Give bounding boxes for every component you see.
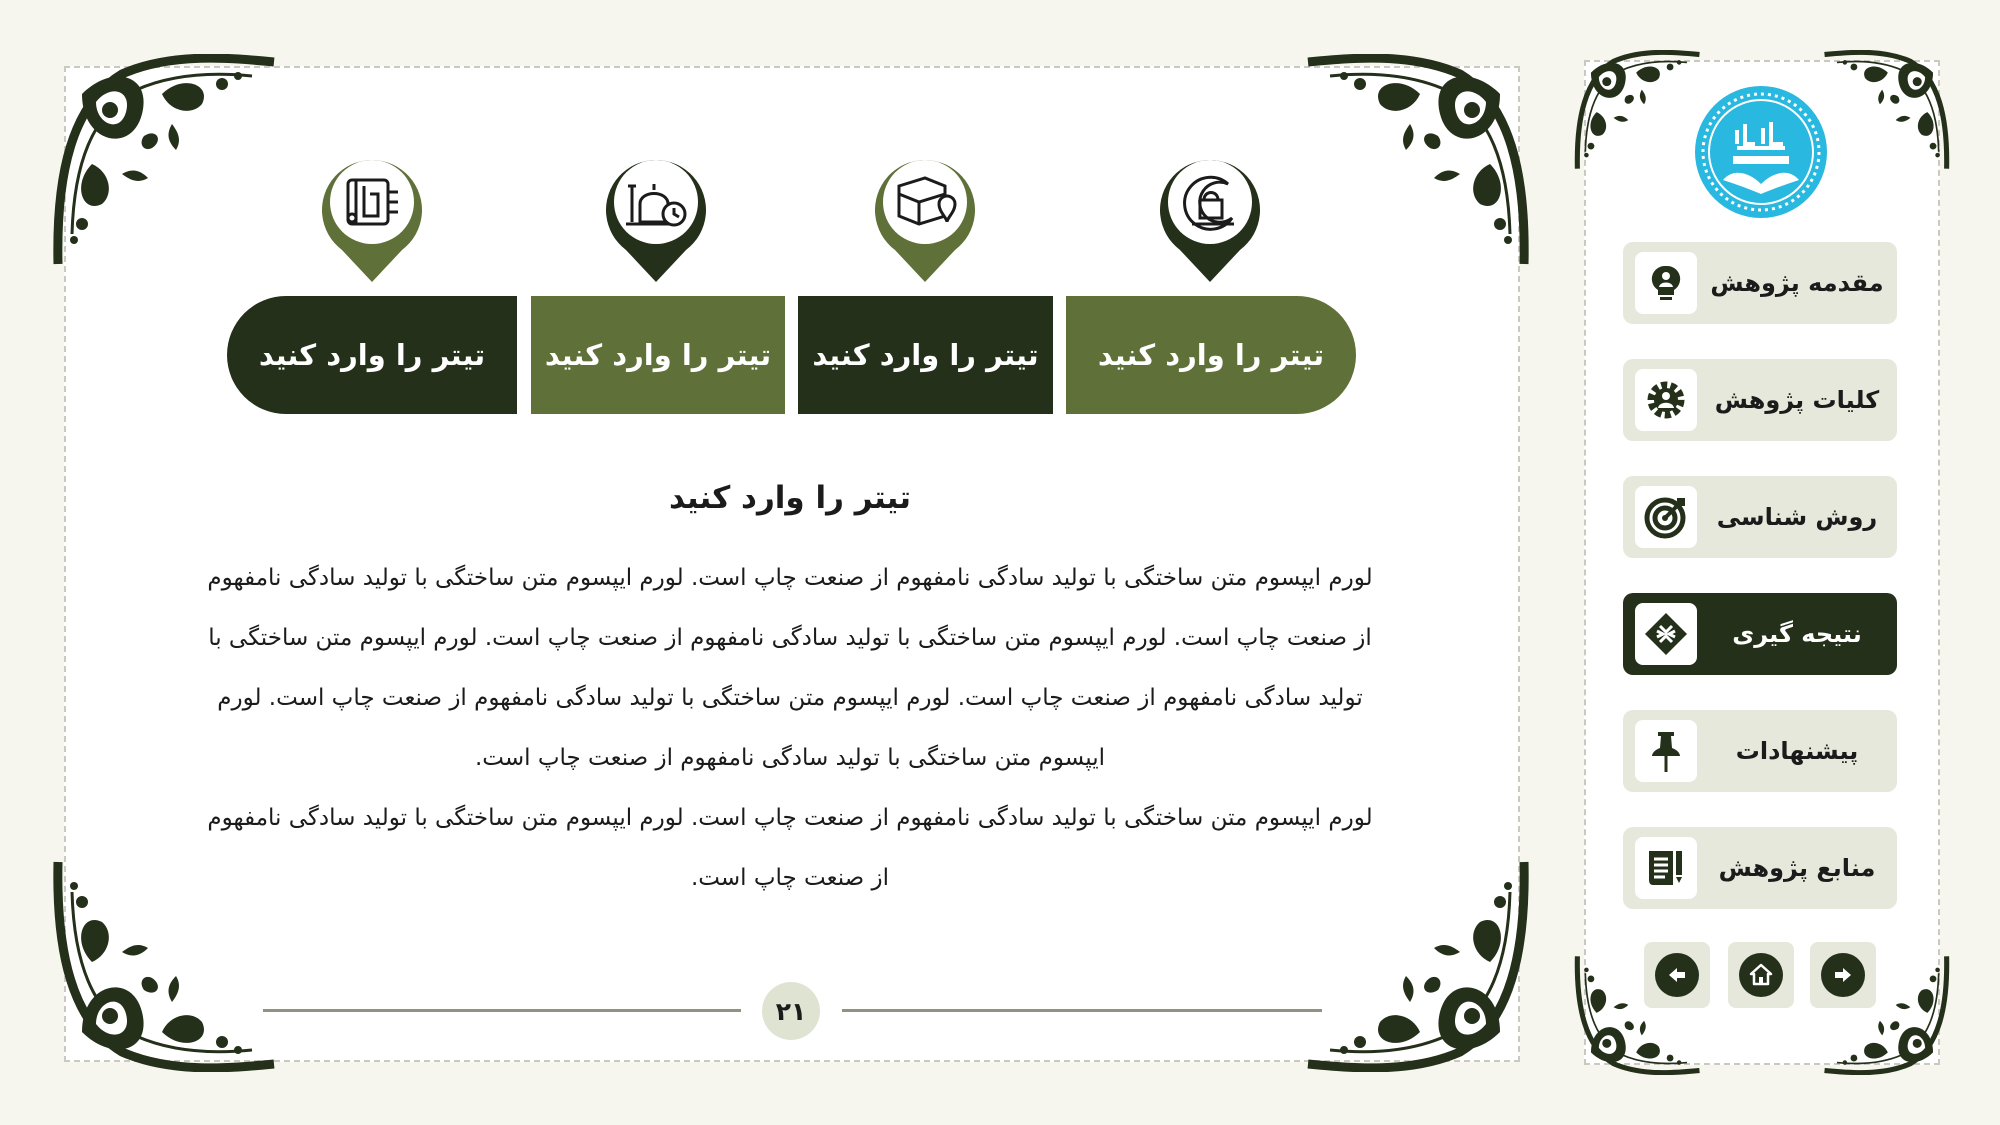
body-paragraph-1: لورم ایپسوم متن ساختگی با تولید سادگی نامفهوم از صنعت چاپ است. لورم ایپسوم متن ساختگی با تولید سادگی نامفهوم از صنعت چاپ است. لورم ایپسوم متن ساختگی با تولید سادگی نامفهوم از صنعت چاپ است. لورم ایپسوم متن ساختگی با تولید سادگی نامفهوم از صنعت چاپ است. لورم ایپسوم متن ساختگی با تولید سادگی نامفهوم از صنعت چاپ است. لورم ایپسوم متن ساختگی با تولید سادگی نامفهوم از صنعت چاپ است. <box>207 565 1373 771</box>
university-logo <box>1693 84 1829 220</box>
segment-title-2[interactable] <box>798 296 1053 414</box>
puzzle-diamond-icon <box>1635 603 1697 665</box>
next-button[interactable] <box>1810 942 1876 1008</box>
sidebar-item-methodology[interactable] <box>1623 476 1897 558</box>
sidebar-item-introduction-label: مقدمه پژوهش <box>1710 269 1884 297</box>
sidebar-item-conclusion-label: نتیجه گیری <box>1732 620 1862 648</box>
gear-user-icon <box>1635 369 1697 431</box>
sidebar-item-references[interactable] <box>1623 827 1897 909</box>
home-button[interactable] <box>1728 942 1794 1008</box>
body-text <box>198 548 1382 908</box>
previous-button[interactable] <box>1644 942 1710 1008</box>
segment-title-4[interactable] <box>227 296 517 414</box>
footer-rule-left <box>263 1009 741 1012</box>
sidebar-item-overview[interactable] <box>1623 359 1897 441</box>
home-icon <box>1739 953 1783 997</box>
body-paragraph-2: لورم ایپسوم متن ساختگی با تولید سادگی نامفهوم از صنعت چاپ است. لورم ایپسوم متن ساختگی با تولید سادگی نامفهوم از صنعت چاپ است. <box>207 805 1373 891</box>
target-icon <box>1635 486 1697 548</box>
sidebar-item-overview-label: کلیات پژوهش <box>1714 386 1880 414</box>
pin-segment-1 <box>1150 146 1270 286</box>
sidebar-item-references-label: منابع پژوهش <box>1718 854 1876 882</box>
lightbulb-person-icon <box>1635 252 1697 314</box>
segment-title-3[interactable] <box>531 296 785 414</box>
sidebar-item-introduction[interactable] <box>1623 242 1897 324</box>
sidebar-item-suggestions[interactable] <box>1623 710 1897 792</box>
document-list-icon <box>1635 837 1697 899</box>
sidebar-item-suggestions-label: پیشنهادات <box>1735 737 1859 765</box>
sidebar-item-conclusion[interactable] <box>1623 593 1897 675</box>
segment-title-1[interactable] <box>1066 296 1356 414</box>
pin-segment-2 <box>865 146 985 286</box>
pushpin-icon <box>1635 720 1697 782</box>
content-heading: تیتر را وارد کنید <box>669 480 911 516</box>
pin-segment-4 <box>312 146 432 286</box>
sidebar-item-methodology-label: روش شناسی <box>1716 503 1878 531</box>
segment-title-1-label: تیتر را وارد کنید <box>1097 338 1325 372</box>
segment-title-2-label: تیتر را وارد کنید <box>812 338 1039 372</box>
page-number-badge: ۲۱ <box>762 982 820 1040</box>
segment-title-4-label: تیتر را وارد کنید <box>258 338 486 372</box>
arrow-right-icon <box>1821 953 1865 997</box>
footer-rule-right <box>842 1009 1322 1012</box>
arrow-left-icon <box>1655 953 1699 997</box>
pin-segment-3 <box>596 146 716 286</box>
segment-title-3-label: تیتر را وارد کنید <box>544 338 772 372</box>
